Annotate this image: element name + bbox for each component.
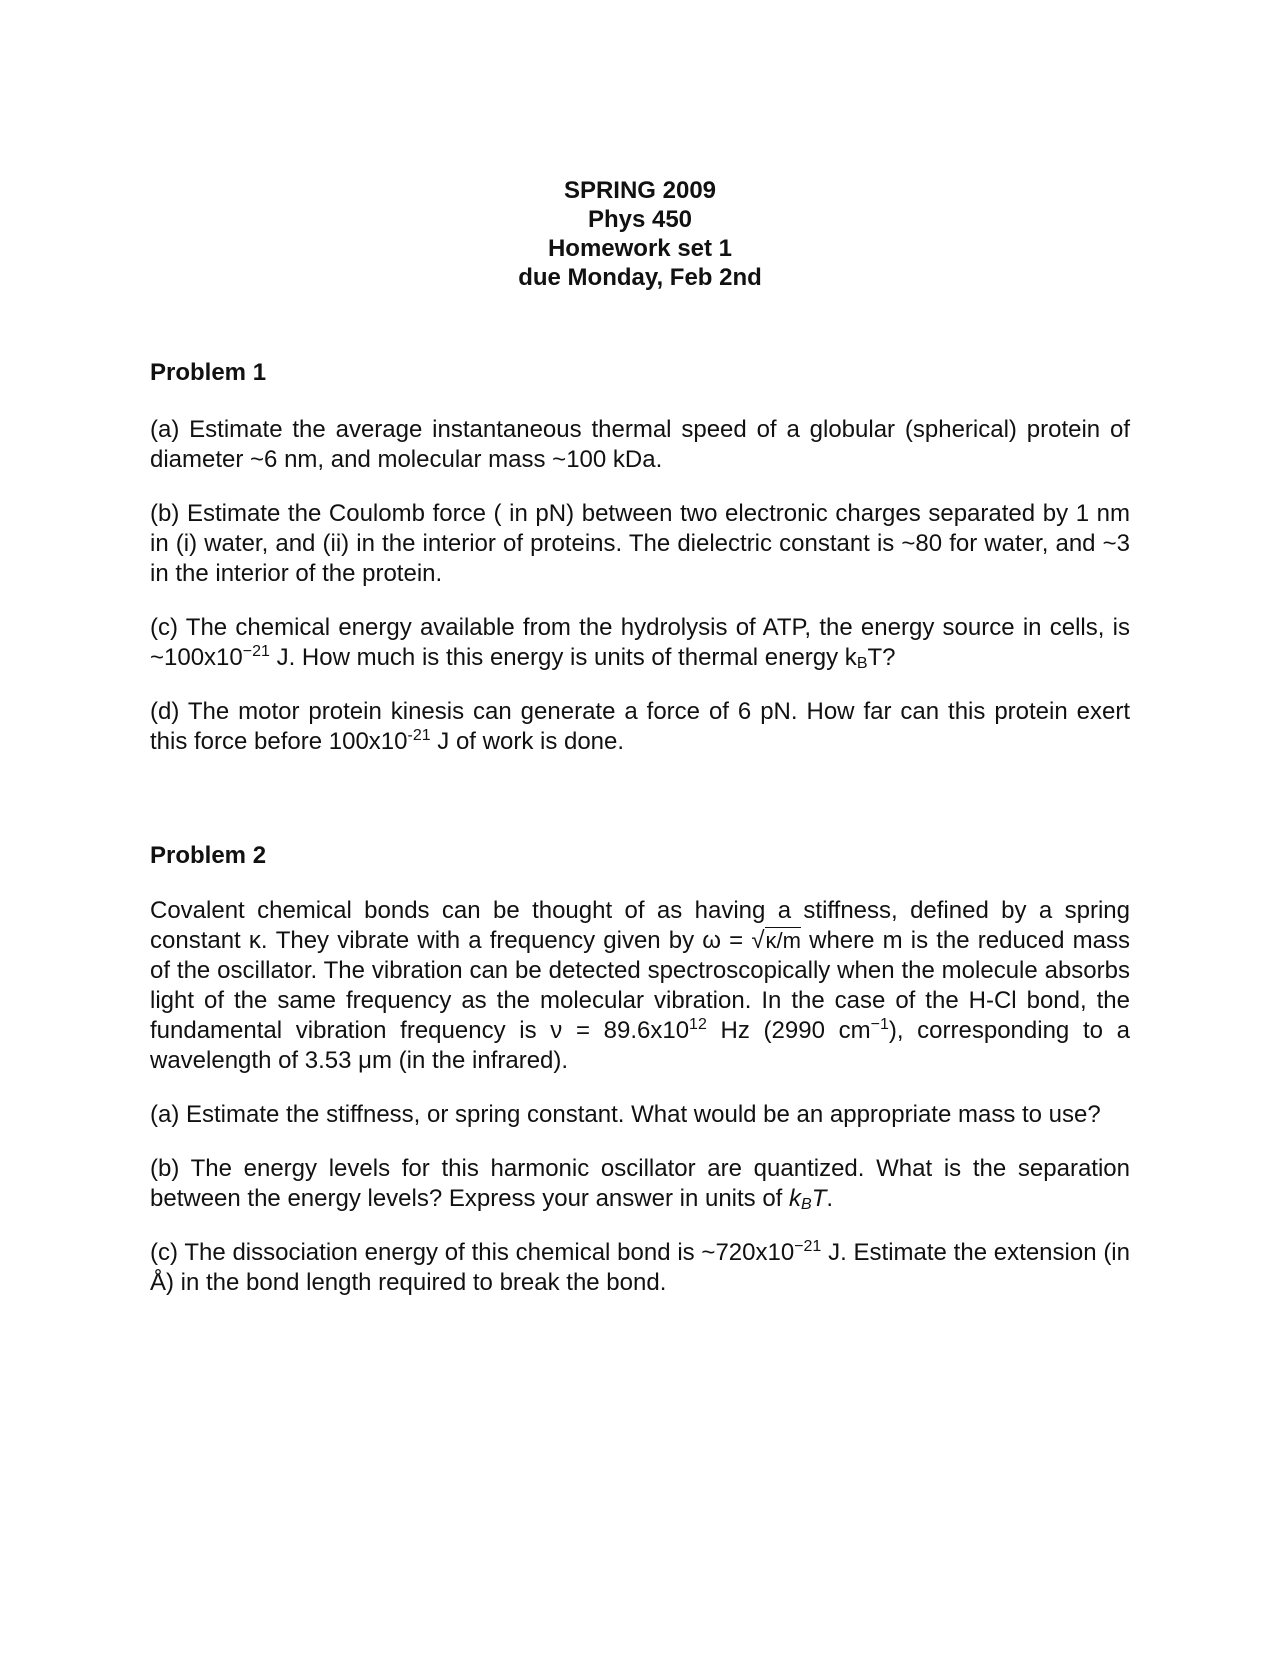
assignment-heading: Homework set 1 xyxy=(547,235,733,262)
problem-2-part-b xyxy=(150,1154,1130,1214)
problem-1-title: Problem 1 xyxy=(150,359,267,386)
problem-2-part-a: (a) Estimate the stiffness, or spring constant. What would be an appropriate mass to use? xyxy=(150,1101,1101,1128)
problem-2-part-b-text-2: . xyxy=(826,1185,834,1212)
problem-2-part-c-text-2: J. Estimate the extension (in Å) in the bond length required to break the bond. xyxy=(150,1239,1130,1296)
problem-1-part-d-text-2: J of work is done. xyxy=(430,728,625,755)
problem-2-part-b-subscript xyxy=(801,1196,812,1213)
problem-2-intro-exponent-2: −1 xyxy=(870,1016,889,1033)
course-heading: Phys 450 xyxy=(587,206,693,233)
problem-1-part-c-text-3: T? xyxy=(867,644,896,671)
problem-1-part-c xyxy=(150,613,1130,673)
semester-heading: SPRING 2009 xyxy=(563,177,717,204)
problem-2-part-c-exponent: −21 xyxy=(794,1238,822,1255)
problem-2-part-b-t: T xyxy=(811,1185,827,1212)
problem-2-intro-text-3: Hz (2990 cm xyxy=(706,1017,871,1044)
problem-1-part-c-exponent: −21 xyxy=(242,643,270,660)
document-page xyxy=(150,176,1130,1298)
problem-1-part-d-text-1: (d) The motor protein kinesis can generate a force of 6 pN. How far can this protein exert this force before 100x10 xyxy=(150,698,1130,755)
due-date-heading: due Monday, Feb 2nd xyxy=(518,264,762,291)
problem-2-intro-text-1: Covalent chemical bonds can be thought of as having a stiffness, defined by a spring constant κ. They vibrate with a frequency given by xyxy=(150,897,1130,954)
problem-1-part-c-text-2: J. How much is this energy is units of thermal energy k xyxy=(269,644,857,671)
problem-1-part-c-subscript: B xyxy=(856,655,868,672)
problem-2-intro xyxy=(150,896,1130,1076)
problem-1-part-d xyxy=(150,697,1130,757)
problem-2-part-b-k: k xyxy=(789,1185,802,1212)
frequency-formula: ω = √ xyxy=(702,927,765,954)
document-header xyxy=(150,176,1130,292)
problem-1-part-d-exponent: -21 xyxy=(407,727,431,744)
problem-2-intro-text-4: ), corresponding to a wavelength of 3.53 μm (in the infrared). xyxy=(150,1017,1131,1074)
problem-2-intro-text-2: where m is the reduced mass of the oscillator. The vibration can be detected spectroscopically when the molecule absorbs light of the same frequency as the molecular vibration. In the case of the H-Cl bond, the fundamental vibration frequency is ν = 89.6x10 xyxy=(150,927,1130,1044)
problem-2-part-c xyxy=(150,1238,1130,1298)
problem-2-title: Problem 2 xyxy=(150,842,267,869)
problem-1-part-c-text-1: (c) The chemical energy available from the hydrolysis of ATP, the energy source in cells, is ~100x10 xyxy=(150,614,1130,671)
problem-2-part-c-text-1: (c) The dissociation energy of this chemical bond is ~720x10 xyxy=(150,1239,795,1266)
problem-2-part-b-text-1: (b) The energy levels for this harmonic oscillator are quantized. What is the separation between the energy levels? Express your answer in units of xyxy=(150,1155,1130,1212)
problem-1-part-a: (a) Estimate the average instantaneous thermal speed of a globular (spherical) protein of diameter ~6 nm, and molecular mass ~100 kDa. xyxy=(150,416,1130,473)
problem-2-part-b-subscript-text: B xyxy=(801,1196,812,1213)
problem-2-intro-exponent-1: 12 xyxy=(689,1016,707,1033)
problem-1-part-b: (b) Estimate the Coulomb force ( in pN) between two electronic charges separated by 1 nm in (i) water, and (ii) in the interior of proteins. The dielectric constant is ~80 for water, and ~3 in the interior of the protein. xyxy=(150,500,1130,587)
frequency-formula-radicand: κ/m xyxy=(765,928,801,953)
